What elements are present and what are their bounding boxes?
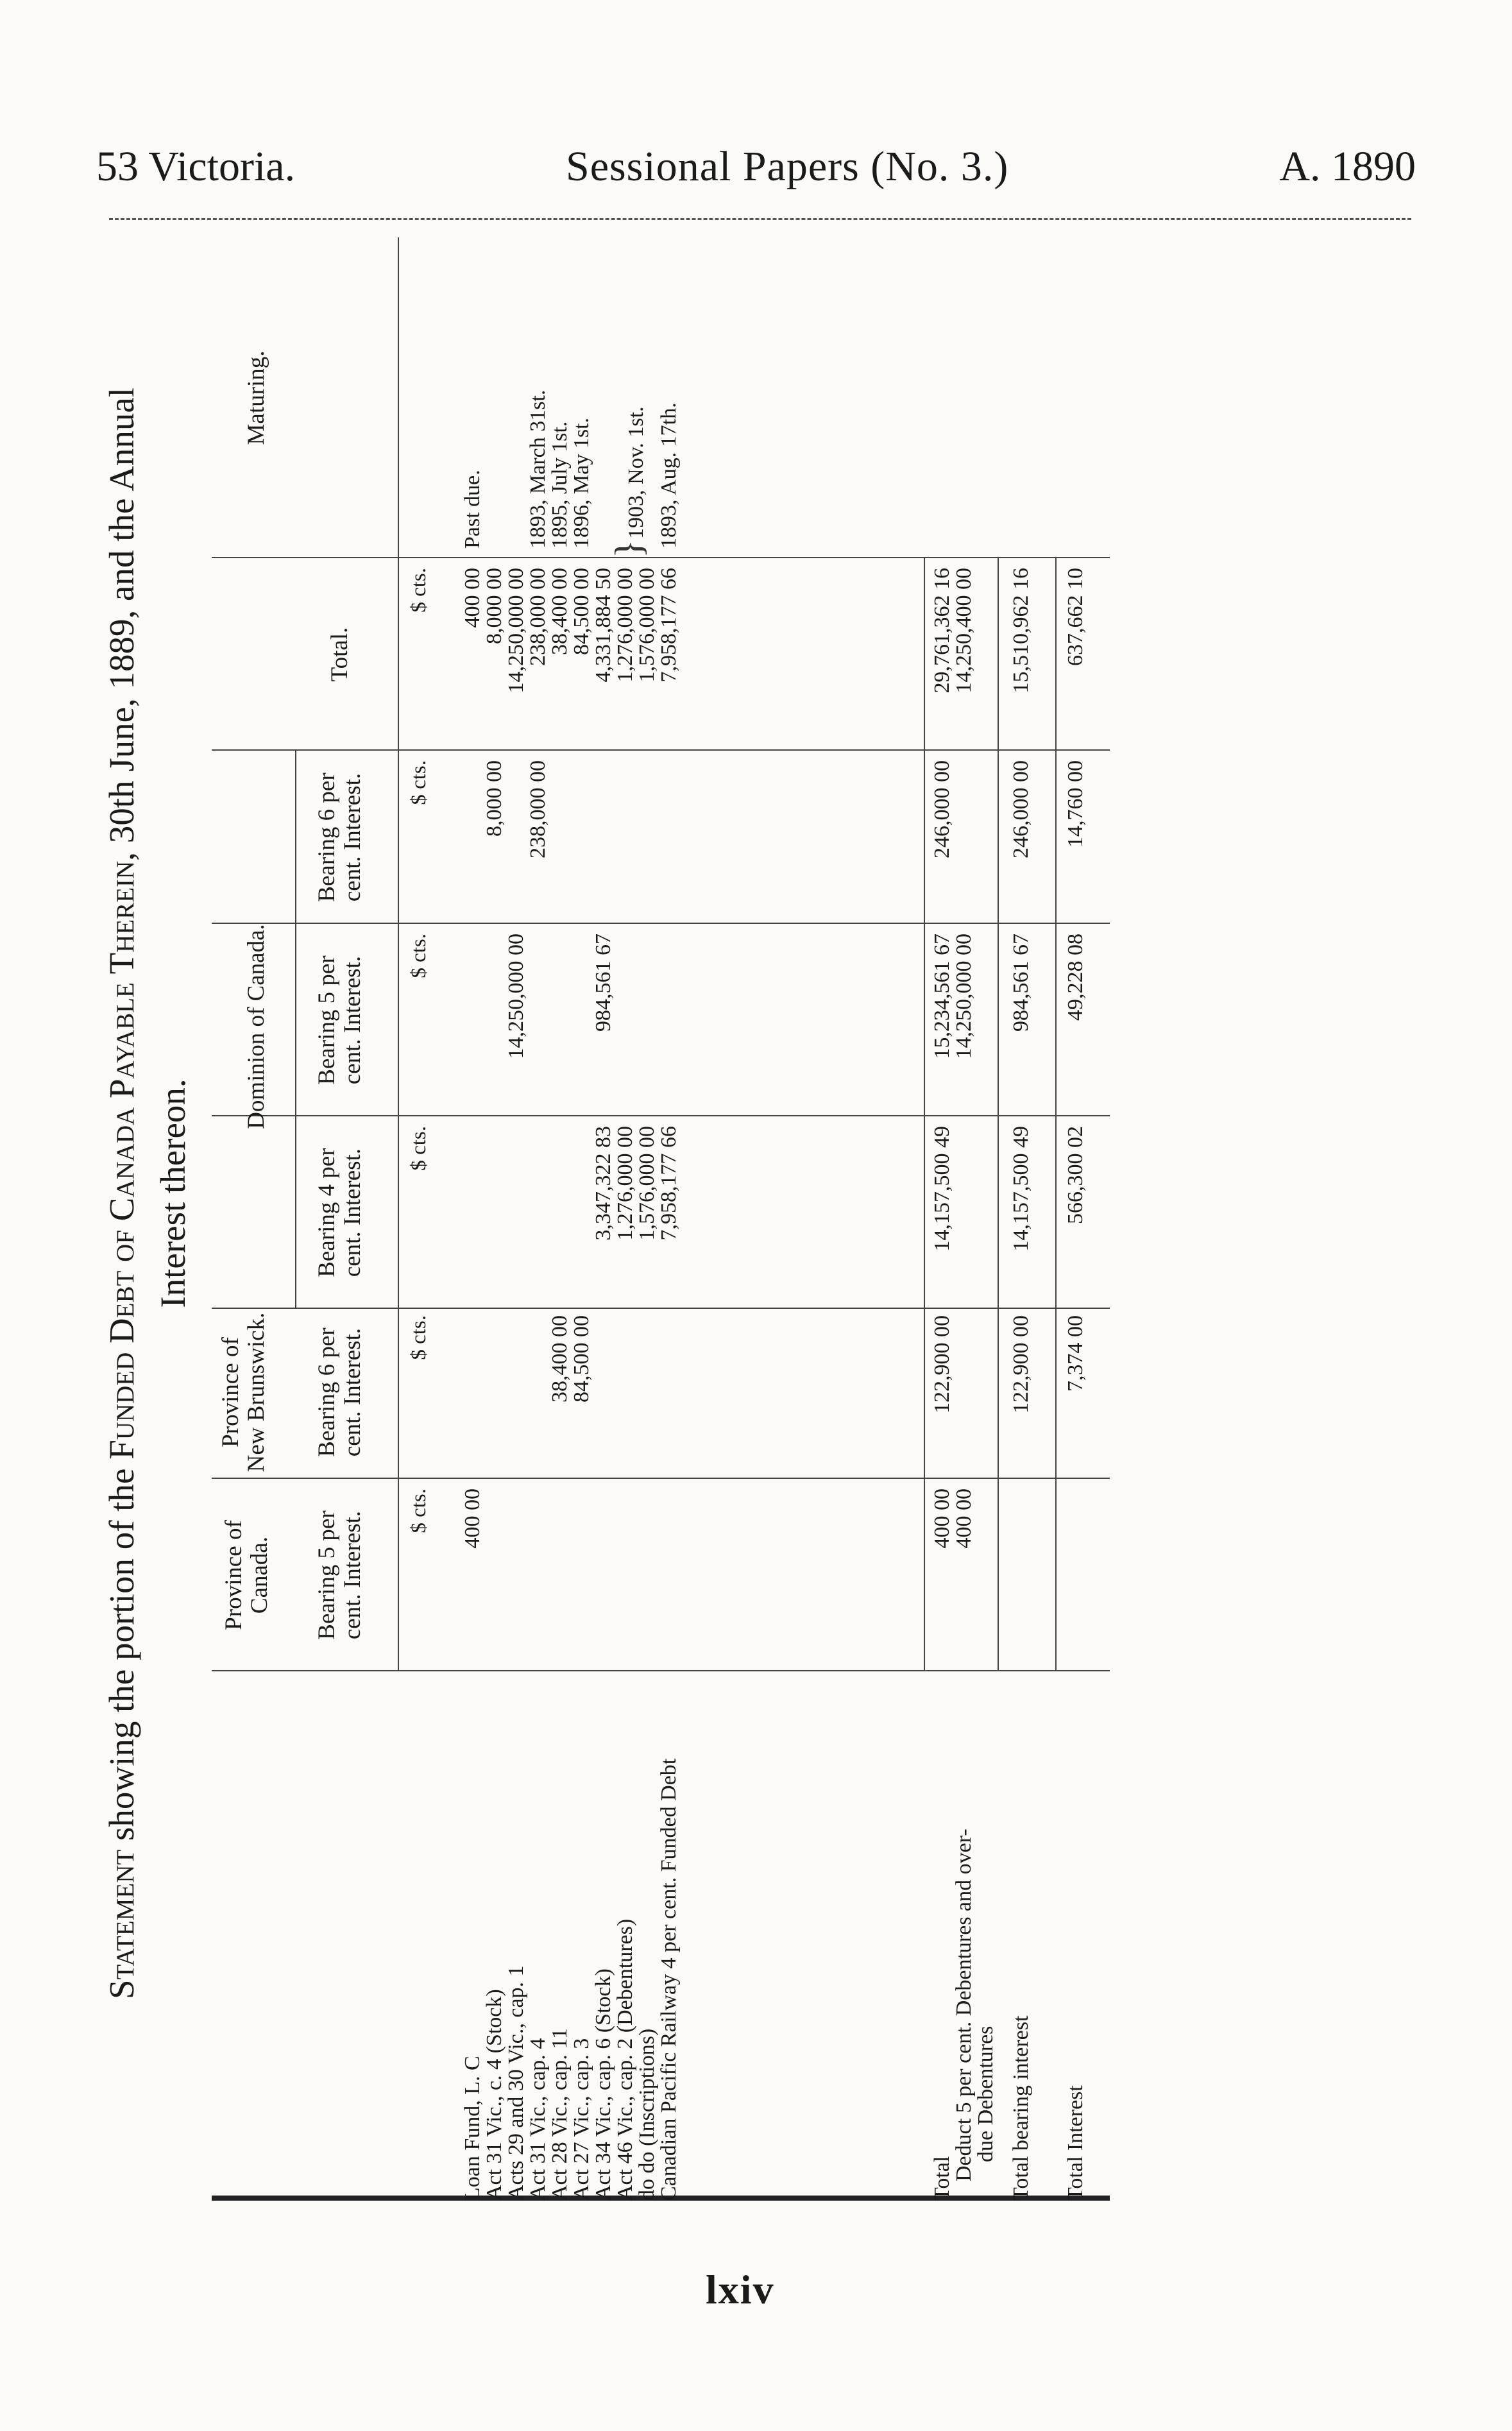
header-center: Sessional Papers (No. 3.) — [566, 143, 1009, 190]
page-number: lxiv — [706, 2267, 775, 2312]
deduct-pc5: 400 00 — [952, 1488, 976, 1549]
cell-d4: 1,576,000 00 — [635, 1126, 659, 1241]
cell-d4: 7,958,177 66 — [657, 1126, 681, 1241]
unit-pc: $ cts. — [407, 1488, 430, 1533]
cell-maturing: 1893, March 31st. — [526, 389, 550, 549]
total-d4: 14,157,500 49 — [930, 1126, 954, 1252]
header-total: Total. — [327, 627, 353, 682]
header-dom-6pct: Bearing 6 per cent. Interest. — [314, 772, 366, 902]
row-label: Loan Fund, L. C — [461, 2056, 484, 2201]
cell-d6: 8,000 00 — [482, 760, 506, 837]
cell-total: 84,500 00 — [570, 568, 593, 655]
interest-top-rule — [1055, 558, 1057, 1671]
col-sep-d4 — [212, 1115, 1110, 1116]
cell-total: 38,400 00 — [548, 568, 572, 655]
cell-total: 400 00 — [461, 568, 484, 628]
cell-total: 4,331,884 50 — [591, 568, 615, 683]
cell-nb6: 84,500 00 — [570, 1315, 593, 1403]
cell-maturing: Past due. — [461, 470, 484, 549]
interest-label: Total Interest — [1064, 2085, 1087, 2201]
bearing-top-rule — [998, 558, 999, 1671]
row-label: do do (Inscriptions) — [635, 2028, 659, 2201]
statement-title — [96, 263, 199, 2124]
col-sep-nb — [212, 1308, 1110, 1309]
header-right: A. 1890 — [1279, 143, 1416, 190]
cell-maturing: 1895, July 1st. — [548, 421, 572, 549]
cell-d5: 14,250,000 00 — [504, 934, 528, 1059]
total-d6: 246,000 00 — [930, 760, 954, 858]
bearing-label: Total bearing interest — [1009, 2015, 1033, 2201]
cell-nb6: 38,400 00 — [548, 1315, 572, 1403]
unit-nb: $ cts. — [407, 1315, 430, 1360]
header-dominion: Dominion of Canada. — [243, 924, 269, 1129]
bearing-d4: 14,157,500 49 — [1009, 1126, 1033, 1252]
cell-d4: 1,276,000 00 — [613, 1126, 637, 1241]
col-sep-d6 — [212, 749, 1110, 751]
row-label: Act 31 Vic., c. 4 (Stock) — [482, 1989, 506, 2201]
header-rule — [109, 218, 1411, 220]
interest-total: 637,662 10 — [1064, 568, 1087, 666]
cell-maturing: 1896, May 1st. — [570, 418, 593, 549]
header-new-brunswick: Province of New Brunswick. — [217, 1312, 269, 1472]
cell-total: 7,958,177 66 — [657, 568, 681, 683]
col-sep-total — [212, 557, 1110, 558]
cell-total: 8,000 00 — [482, 568, 506, 644]
row-label: Act 34 Vic., cap. 6 (Stock) — [591, 1968, 615, 2201]
rotated-table-area — [96, 237, 1110, 2201]
cell-maturing: 1903, Nov. 1st. — [624, 406, 648, 539]
cell-pc5: 400 00 — [461, 1488, 484, 1549]
running-header — [96, 142, 1416, 200]
row-label: Acts 29 and 30 Vic., cap. 1 — [504, 1965, 528, 2201]
deduct-d5: 14,250,000 00 — [952, 934, 976, 1059]
title-line2: Interest thereon. — [153, 1079, 192, 1308]
totals-top-rule — [924, 558, 925, 1671]
total-pc5: 400 00 — [930, 1488, 954, 1549]
interest-d6: 14,760 00 — [1064, 760, 1087, 848]
interest-nb6: 7,374 00 — [1064, 1315, 1087, 1392]
cell-d4: 3,347,322 83 — [591, 1126, 615, 1241]
row-label: Act 27 Vic., cap. 3 — [570, 2038, 593, 2201]
col-sep-pc — [212, 1478, 1110, 1479]
unit-d6: $ cts. — [407, 760, 430, 805]
cell-total: 1,576,000 00 — [635, 568, 659, 683]
bearing-d5: 984,561 67 — [1009, 934, 1033, 1032]
title-suffix: , 30th June, 1889, and the Annual — [102, 387, 141, 861]
total-d5: 15,234,561 67 — [930, 934, 954, 1059]
cell-total: 1,276,000 00 — [613, 568, 637, 683]
row-label: Act 31 Vic., cap. 4 — [526, 2038, 550, 2201]
title-text: showing the portion of the — [102, 1459, 141, 1850]
header-nb-6pct: Bearing 6 per cent. Interest. — [314, 1327, 366, 1457]
header-dom-5pct: Bearing 5 per cent. Interest. — [314, 955, 366, 1085]
cell-d5: 984,561 67 — [591, 934, 615, 1032]
header-province-canada: Province of Canada. — [221, 1520, 273, 1630]
title-funded-debt: Funded Debt of Canada Payable Therein — [102, 860, 141, 1460]
header-pc-5pct: Bearing 5 per cent. Interest. — [314, 1510, 366, 1640]
brace-icon: } — [607, 540, 650, 558]
unit-d4: $ cts. — [407, 1126, 430, 1171]
header-left: 53 Victoria. — [96, 143, 296, 190]
row-label: Canadian Pacific Railway 4 per cent. Funded Debt — [657, 1758, 681, 2201]
bearing-nb6: 122,900 00 — [1009, 1315, 1033, 1413]
col-sep-d5 — [212, 923, 1110, 924]
bearing-total: 15,510,962 16 — [1009, 568, 1033, 694]
title-prefix: Statement — [102, 1849, 141, 2000]
total-nb6: 122,900 00 — [930, 1315, 954, 1413]
deduct-label-2: due Debentures — [974, 2026, 998, 2162]
unit-total: $ cts. — [407, 568, 430, 613]
row-label: Act 46 Vic., cap. 2 (Debentures) — [613, 1918, 637, 2201]
bearing-d6: 246,000 00 — [1009, 760, 1033, 858]
dominion-group-rule — [295, 751, 296, 1309]
cell-maturing: 1893, Aug. 17th. — [657, 402, 681, 549]
deduct-total: 14,250,400 00 — [952, 568, 976, 694]
header-bottom-rule — [398, 237, 399, 1671]
header-maturing: Maturing. — [243, 350, 269, 445]
interest-d5: 49,228 08 — [1064, 934, 1087, 1021]
cell-d6: 238,000 00 — [526, 760, 550, 858]
unit-d5: $ cts. — [407, 934, 430, 978]
interest-d4: 566,300 02 — [1064, 1126, 1087, 1224]
cell-total: 14,250,000 00 — [504, 568, 528, 694]
cell-total: 238,000 00 — [526, 568, 550, 666]
deduct-label: Deduct 5 per cent. Debentures and over- — [952, 1829, 976, 2181]
total-label: Total — [930, 2156, 954, 2201]
header-dom-4pct: Bearing 4 per cent. Interest. — [314, 1148, 366, 1277]
total-total: 29,761,362 16 — [930, 568, 954, 694]
row-label: Act 28 Vic., cap. 11 — [548, 2028, 572, 2201]
